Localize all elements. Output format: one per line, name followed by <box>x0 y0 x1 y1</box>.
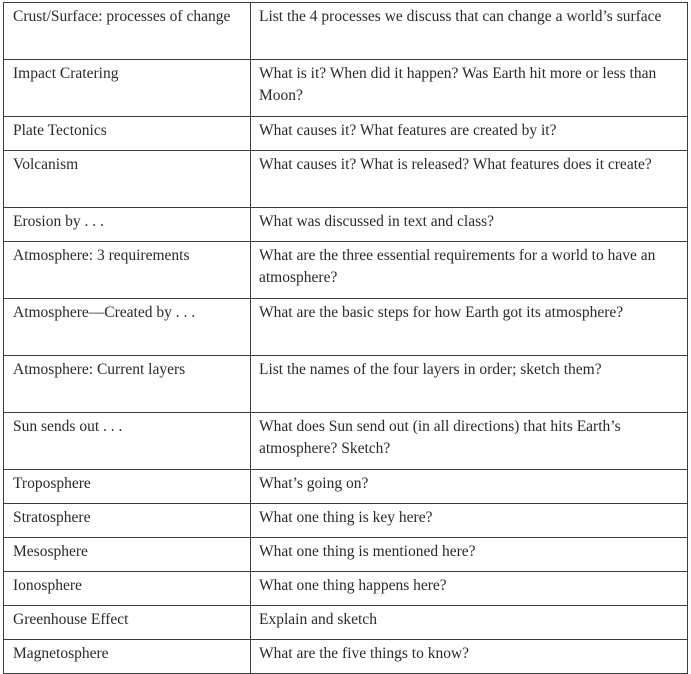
table-row <box>4 504 688 538</box>
table-row <box>4 572 688 606</box>
table-row <box>4 413 688 470</box>
task-cell: What one thing is mentioned here? <box>251 538 688 572</box>
task-cell: What one thing is key here? <box>251 504 688 538</box>
task-cell: What one thing happens here? <box>251 572 688 606</box>
table-row <box>4 640 688 674</box>
table-row <box>4 242 688 299</box>
table-row <box>4 151 688 208</box>
task-cell: What’s going on? <box>251 470 688 504</box>
task-cell: What causes it? What features are created by it? <box>251 117 688 151</box>
topic-cell: Troposphere <box>4 470 251 504</box>
table-body <box>4 3 688 674</box>
task-cell: What are the five things to know? <box>251 640 688 674</box>
study-guide-table <box>3 2 688 674</box>
table-row <box>4 299 688 356</box>
topic-cell: Stratosphere <box>4 504 251 538</box>
table-row <box>4 208 688 242</box>
task-cell: What are the basic steps for how Earth got its atmosphere? <box>251 299 688 356</box>
task-cell: What does Sun send out (in all directions) that hits Earth’s atmosphere? Sketch? <box>251 413 688 470</box>
task-cell: Explain and sketch <box>251 606 688 640</box>
topic-cell: Erosion by . . . <box>4 208 251 242</box>
task-cell: List the 4 processes we discuss that can change a world’s surface <box>251 3 688 60</box>
topic-cell: Atmosphere—Created by . . . <box>4 299 251 356</box>
task-cell: What is it? When did it happen? Was Earth hit more or less than Moon? <box>251 60 688 117</box>
table-row <box>4 356 688 413</box>
topic-cell: Impact Cratering <box>4 60 251 117</box>
topic-cell: Ionosphere <box>4 572 251 606</box>
table-row <box>4 117 688 151</box>
table-row <box>4 538 688 572</box>
task-cell: What are the three essential requirements for a world to have an atmosphere? <box>251 242 688 299</box>
topic-cell: Greenhouse Effect <box>4 606 251 640</box>
topic-cell: Magnetosphere <box>4 640 251 674</box>
task-cell: What causes it? What is released? What features does it create? <box>251 151 688 208</box>
table-row <box>4 606 688 640</box>
topic-cell: Volcanism <box>4 151 251 208</box>
table-row <box>4 470 688 504</box>
task-cell: What was discussed in text and class? <box>251 208 688 242</box>
topic-cell: Sun sends out . . . <box>4 413 251 470</box>
table-row <box>4 60 688 117</box>
topic-cell: Crust/Surface: processes of change <box>4 3 251 60</box>
topic-cell: Atmosphere: Current layers <box>4 356 251 413</box>
table-row <box>4 3 688 60</box>
topic-cell: Atmosphere: 3 requirements <box>4 242 251 299</box>
topic-cell: Mesosphere <box>4 538 251 572</box>
topic-cell: Plate Tectonics <box>4 117 251 151</box>
task-cell: List the names of the four layers in order; sketch them? <box>251 356 688 413</box>
